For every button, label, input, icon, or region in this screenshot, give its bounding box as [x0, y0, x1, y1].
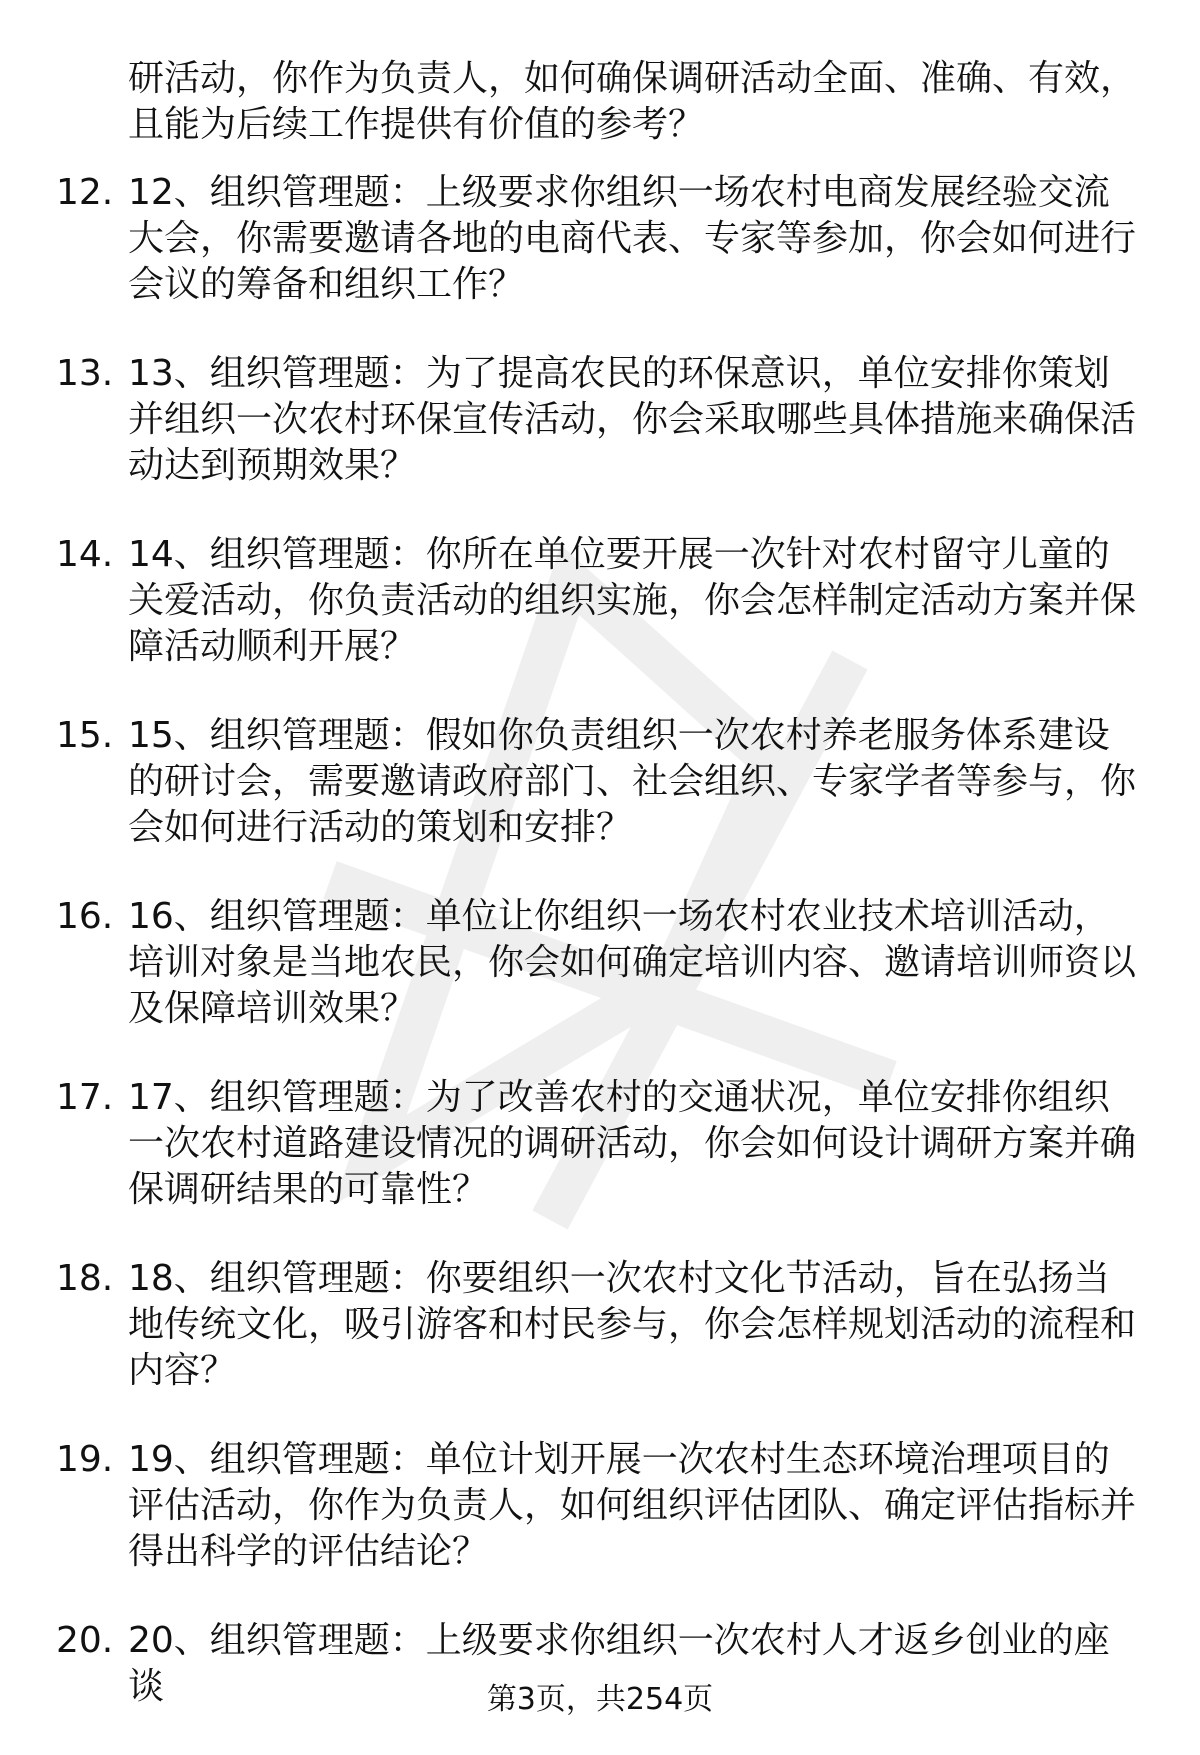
- page-footer: 第3页，共254页: [486, 1682, 714, 1717]
- question-number: 17.: [56, 1077, 114, 1118]
- question-number: 15.: [56, 715, 114, 756]
- question-number: 20.: [56, 1620, 114, 1661]
- question-text: 12、组织管理题：上级要求你组织一场农村电商发展经验交流大会，你需要邀请各地的电商代表、专家等参加，你会如何进行会议的筹备和组织工作？: [128, 172, 1137, 305]
- question-text: 17、组织管理题：为了改善农村的交通状况，单位安排你组织一次农村道路建设情况的调研活动，你会如何设计调研方案并确保调研结果的可靠性？: [128, 1077, 1137, 1210]
- question-number: 14.: [56, 534, 114, 575]
- continuation-text: 研活动，你作为负责人，如何确保调研活动全面、准确、有效，且能为后续工作提供有价值的参考？: [128, 58, 1137, 145]
- question-number: 13.: [56, 353, 114, 394]
- question-text: 15、组织管理题：假如你负责组织一次农村养老服务体系建设的研讨会，需要邀请政府部门、社会组织、专家学者等参与，你会如何进行活动的策划和安排？: [128, 715, 1137, 848]
- question-text: 13、组织管理题：为了提高农民的环保意识，单位安排你策划并组织一次农村环保宣传活动，你会采取哪些具体措施来确保活动达到预期效果？: [128, 353, 1137, 486]
- question-text: 18、组织管理题：你要组织一次农村文化节活动，旨在弘扬当地传统文化，吸引游客和村民参与，你会怎样规划活动的流程和内容？: [128, 1258, 1137, 1391]
- question-number: 19.: [56, 1439, 114, 1480]
- question-text: 14、组织管理题：你所在单位要开展一次针对农村留守儿童的关爱活动，你负责活动的组织实施，你会怎样制定活动方案并保障活动顺利开展？: [128, 534, 1137, 667]
- question-text: 19、组织管理题：单位计划开展一次农村生态环境治理项目的评估活动，你作为负责人，如何组织评估团队、确定评估指标并得出科学的评估结论？: [128, 1439, 1137, 1572]
- question-text: 20、组织管理题：上级要求你组织一次农村人才返乡创业的座谈: [128, 1620, 1110, 1707]
- question-number: 12.: [56, 172, 114, 213]
- question-number: 18.: [56, 1258, 114, 1299]
- question-number: 16.: [56, 896, 114, 937]
- question-text: 16、组织管理题：单位让你组织一场农村农业技术培训活动，培训对象是当地农民，你会如何确定培训内容、邀请培训师资以及保障培训效果？: [128, 896, 1137, 1029]
